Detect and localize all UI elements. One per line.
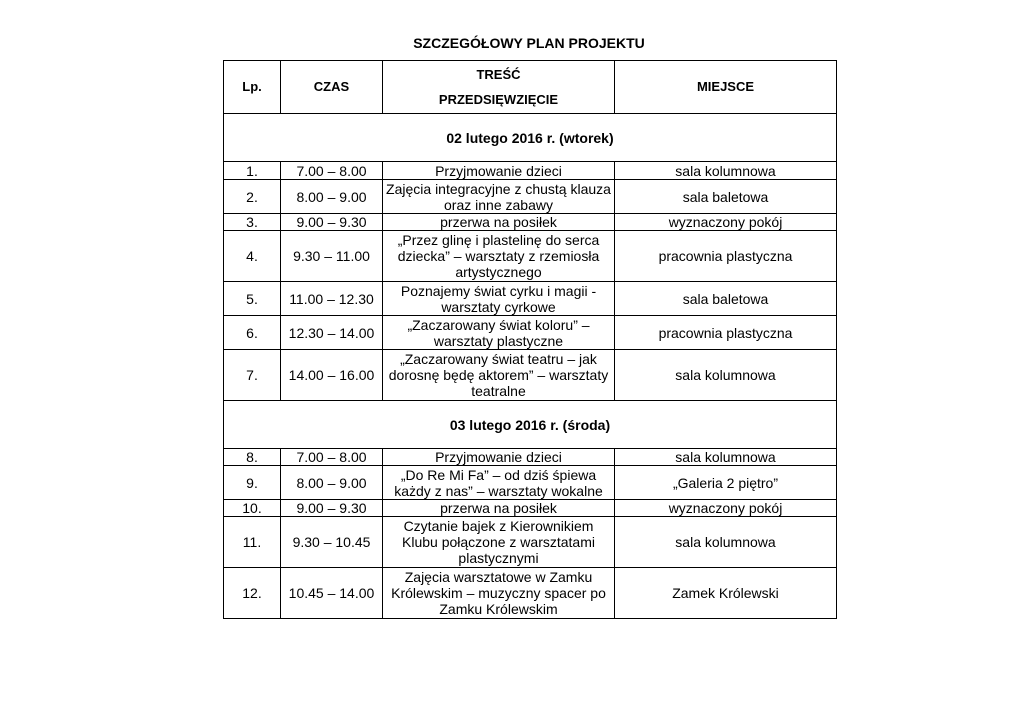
- row-lp: 4.: [224, 231, 281, 282]
- row-content: „Przez glinę i plastelinę do serca dziecka” – warsztaty z rzemiosła artystycznego: [383, 231, 615, 282]
- row-time: 9.30 – 10.45: [281, 517, 383, 568]
- project-plan-table: [223, 60, 837, 619]
- row-time: 9.00 – 9.30: [281, 500, 383, 517]
- row-lp: 5.: [224, 282, 281, 316]
- row-time: 9.00 – 9.30: [281, 214, 383, 231]
- table-row: [224, 449, 837, 466]
- table-row: [224, 517, 837, 568]
- row-place: wyznaczony pokój: [615, 214, 837, 231]
- header-content: [383, 61, 615, 114]
- row-lp: 11.: [224, 517, 281, 568]
- row-content: „Do Re Mi Fa” – od dziś śpiewa każdy z nas” – warsztaty wokalne: [383, 466, 615, 500]
- day-label: 02 lutego 2016 r. (wtorek): [224, 114, 837, 162]
- table-row: [224, 316, 837, 350]
- row-time: 8.00 – 9.00: [281, 180, 383, 214]
- row-lp: 9.: [224, 466, 281, 500]
- table-row: [224, 500, 837, 517]
- row-content: Zajęcia warsztatowe w Zamku Królewskim – muzyczny spacer po Zamku Królewskim: [383, 568, 615, 619]
- row-lp: 3.: [224, 214, 281, 231]
- row-time: 7.00 – 8.00: [281, 162, 383, 180]
- row-content: przerwa na posiłek: [383, 214, 615, 231]
- row-place: sala kolumnowa: [615, 162, 837, 180]
- table-row: [224, 350, 837, 401]
- row-place: Zamek Królewski: [615, 568, 837, 619]
- table-row: [224, 282, 837, 316]
- table-row: [224, 180, 837, 214]
- row-time: 9.30 – 11.00: [281, 231, 383, 282]
- row-place: sala kolumnowa: [615, 517, 837, 568]
- row-content: Poznajemy świat cyrku i magii - warsztaty cyrkowe: [383, 282, 615, 316]
- day-label: 03 lutego 2016 r. (środa): [224, 401, 837, 449]
- row-lp: 7.: [224, 350, 281, 401]
- row-lp: 10.: [224, 500, 281, 517]
- header-content-line2: PRZEDSIĘWZIĘCIE: [438, 91, 559, 107]
- row-time: 14.00 – 16.00: [281, 350, 383, 401]
- row-content: Czytanie bajek z Kierownikiem Klubu połączone z warsztatami plastycznymi: [383, 517, 615, 568]
- header-place: MIEJSCE: [615, 61, 837, 114]
- row-time: 11.00 – 12.30: [281, 282, 383, 316]
- table-row: [224, 466, 837, 500]
- row-place: „Galeria 2 piętro”: [615, 466, 837, 500]
- header-row: [224, 61, 837, 114]
- document-title: SZCZEGÓŁOWY PLAN PROJEKTU: [413, 35, 645, 51]
- row-lp: 6.: [224, 316, 281, 350]
- header-content-line1: TREŚĆ: [476, 66, 521, 82]
- day-row: [224, 114, 837, 162]
- row-time: 7.00 – 8.00: [281, 449, 383, 466]
- row-content: Przyjmowanie dzieci: [383, 449, 615, 466]
- row-place: sala kolumnowa: [615, 449, 837, 466]
- row-content: przerwa na posiłek: [383, 500, 615, 517]
- table-row: [224, 214, 837, 231]
- row-lp: 2.: [224, 180, 281, 214]
- row-place: wyznaczony pokój: [615, 500, 837, 517]
- row-content: Przyjmowanie dzieci: [383, 162, 615, 180]
- row-time: 8.00 – 9.00: [281, 466, 383, 500]
- table-row: [224, 162, 837, 180]
- table-row: [224, 231, 837, 282]
- row-place: sala baletowa: [615, 282, 837, 316]
- row-time: 10.45 – 14.00: [281, 568, 383, 619]
- day-row: [224, 401, 837, 449]
- row-place: sala baletowa: [615, 180, 837, 214]
- row-content: „Zaczarowany świat teatru – jak dorosnę będę aktorem” – warsztaty teatralne: [383, 350, 615, 401]
- header-time: CZAS: [281, 61, 383, 114]
- row-content: „Zaczarowany świat koloru” – warsztaty plastyczne: [383, 316, 615, 350]
- row-place: pracownia plastyczna: [615, 231, 837, 282]
- row-time: 12.30 – 14.00: [281, 316, 383, 350]
- row-place: pracownia plastyczna: [615, 316, 837, 350]
- row-place: sala kolumnowa: [615, 350, 837, 401]
- row-content: Zajęcia integracyjne z chustą klauza oraz inne zabawy: [383, 180, 615, 214]
- row-lp: 8.: [224, 449, 281, 466]
- row-lp: 12.: [224, 568, 281, 619]
- header-lp: Lp.: [224, 61, 281, 114]
- row-lp: 1.: [224, 162, 281, 180]
- table-row: [224, 568, 837, 619]
